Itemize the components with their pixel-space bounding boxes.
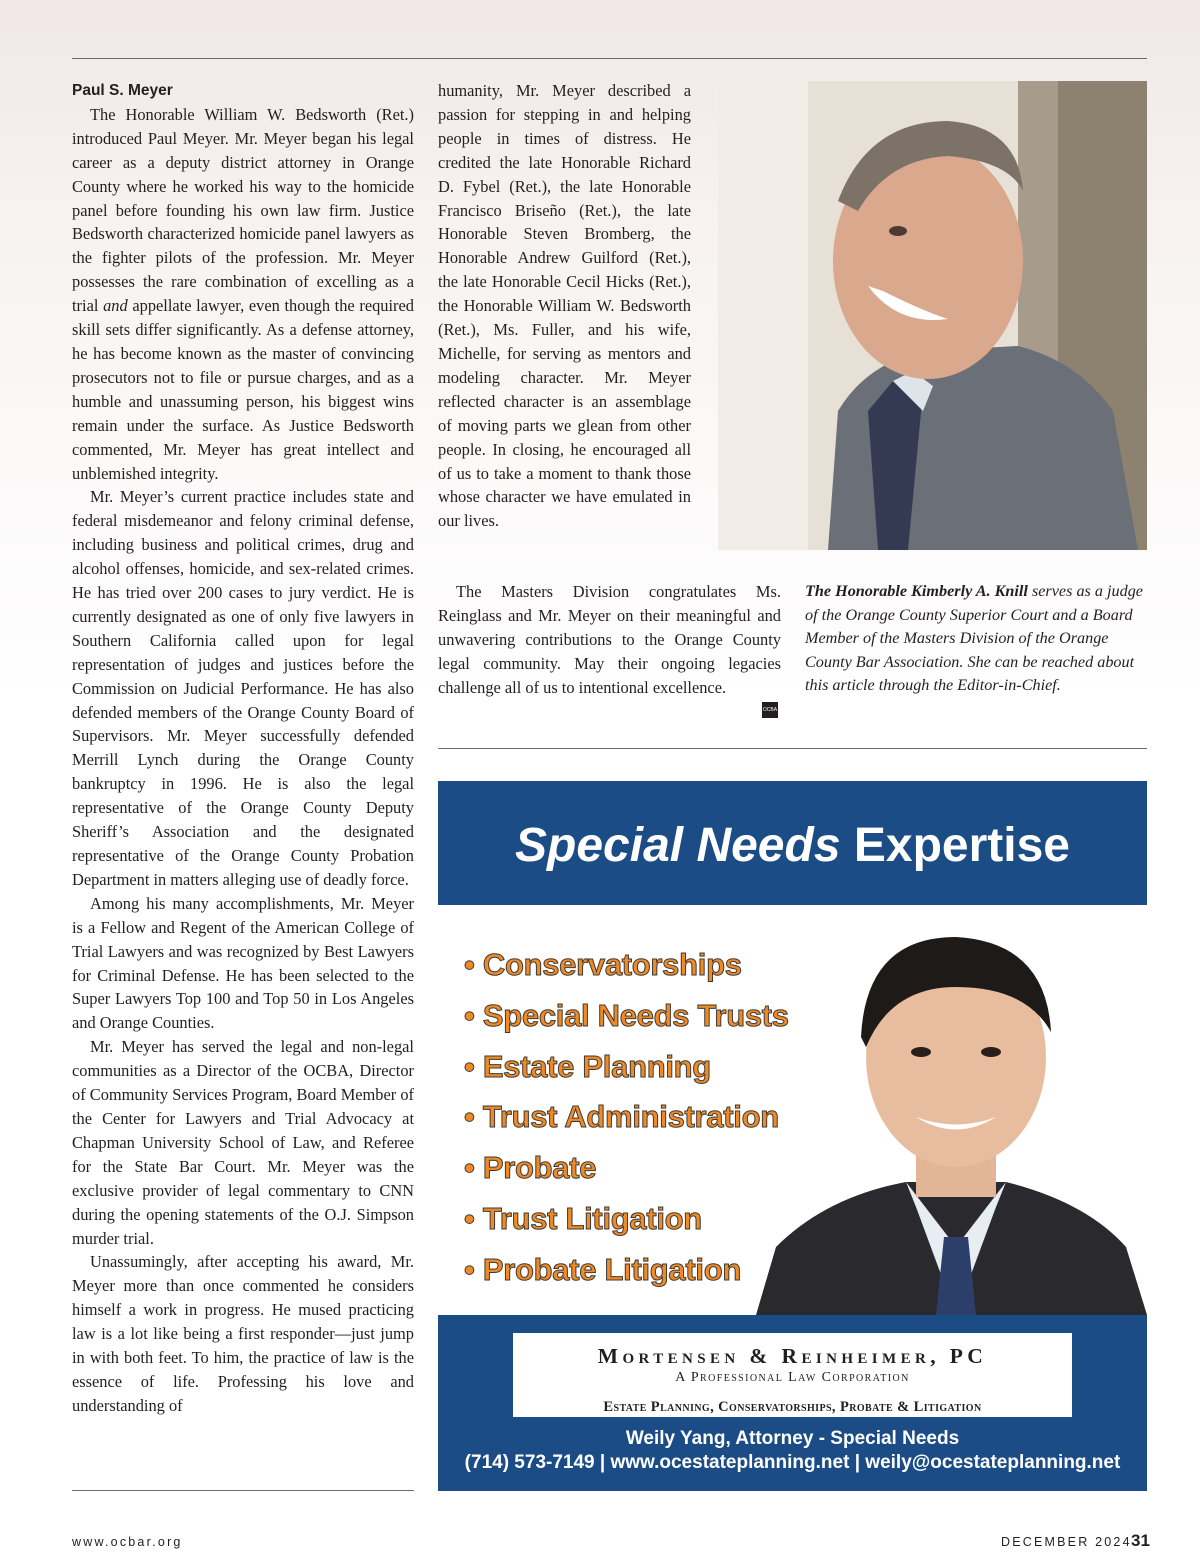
author-description: serves as a judge of the Orange County Superior Court and a Board Member of the Masters Division of the Orange County Bar Association. She can be reached about this article through the Editor-in-Chief. [805, 582, 1143, 695]
author-note [805, 580, 1150, 698]
article-column-2-closing [438, 580, 781, 700]
paragraph: Unassumingly, after accepting his award, Mr. Meyer more than once commented he considers himself a work in progress. He mused practicing law is a lot like being a first responder—just jump in with both feet. To him, the practice of law is the essence of life. Professing his love and understanding of [72, 1252, 414, 1415]
service-item: • Estate Planning [464, 1042, 789, 1093]
attorney-illustration [756, 917, 1147, 1315]
special-needs-advertisement [438, 781, 1147, 1491]
service-item: • Trust Litigation [464, 1194, 789, 1245]
article-column-1 [72, 79, 414, 1418]
paragraph: humanity, Mr. Meyer described a passion for stepping in and helping people in times of distress. He credited the late Honorable Richard D. Fybel (Ret.), the late Honorable Francisco Briseño (Ret.), the late Honorable Steven Bromberg, the Honorable Andrew Guilford (Ret.), the late Honorable Cecil Hicks (Ret.), the Honorable William W. Bedsworth (Ret.), Ms. Fuller, and his wife, Michelle, for serving as mentors and modeling character. Mr. Meyer reflected character is an assemblage of moving parts we glean from other people. In closing, he encouraged all of us to take a moment to thank those whose character we have emulated in our lives. [438, 81, 691, 531]
author-name: The Honorable Kimberly A. Knill [805, 582, 1028, 600]
paul-meyer-illustration [718, 81, 1147, 550]
services-list [464, 940, 789, 1296]
paragraph: Mr. Meyer’s current practice includes state and federal misdemeanor and felony criminal defense, including business and political crimes, drug and alcohol offenses, homicide, and sex-related crimes. He has tried over 200 cases to jury verdict. He is currently designated as one of only five lawyers in Southern California called upon for legal representation of judges and justices before the Commission on Judicial Performance. He has also defended members of the Orange County Board of Supervisors. Mr. Meyer successfully defended Merrill Lynch during the Orange County bankruptcy in 1996. He is also the legal representative of the Orange County Deputy Sheriff’s Association and the designated representative of the Orange County Probation Department in matters alleging use of deadly force. [72, 487, 414, 889]
ad-top-rule [438, 748, 1147, 749]
column-1-bottom-rule [72, 1490, 414, 1491]
paragraph: The Honorable William W. Bedsworth (Ret.) introduced Paul Meyer. Mr. Meyer began his legal career as a deputy district attorney in Orange County where he worked his way to the homicide panel before founding his own law firm. Justice Bedsworth characterized homicide panel lawyers as the fighter pilots of the profession. Mr. Meyer possesses the rare combination of excelling as a trial and appellate lawyer, even though the required skill sets differ significantly. As a defense attorney, he has become known as the master of convincing prosecutors not to file or pursue charges, and as a humble and unassuming person, his biggest wins remain under the surface. As Justice Bedsworth commented, Mr. Meyer has great intellect and unblemished integrity. [72, 104, 414, 483]
article-column-2 [438, 79, 691, 533]
attorney-contact: Weily Yang, Attorney - Special Needs [625, 1428, 960, 1449]
firm-subtitle: A Professional Law Corporation [675, 1370, 910, 1385]
paragraph: Mr. Meyer has served the legal and non-legal communities as a Director of the OCBA, Director of Community Services Program, Board Member of the Center for Lawyers and Trial Advocacy at Chapman University School of Law, and Referee for the State Bar Court. Mr. Meyer was the exclusive provider of legal commentary to CNN during the opening statements of the O.J. Simpson murder trial. [72, 1037, 414, 1248]
contact-details: (714) 573-7149 | www.ocestateplanning.net | weily@ocestateplanning.net [464, 1452, 1121, 1473]
service-item: • Probate [464, 1143, 789, 1194]
service-item: • Special Needs Trusts [464, 991, 789, 1042]
ad-headline: Special Needs Expertise [515, 819, 1070, 872]
service-item: • Trust Administration [464, 1092, 789, 1143]
service-item: • Probate Litigation [464, 1245, 789, 1296]
top-rule [72, 58, 1147, 59]
page-number: 31 [1131, 1531, 1150, 1550]
ad-body [438, 905, 1147, 1315]
paragraph: The Masters Division congratulates Ms. Reinglass and Mr. Meyer on their meaningful and unwavering contributions to the Orange County legal community. May their ongoing legacies challenge all of us to intentional excellence. [438, 582, 781, 697]
paul-meyer-photo [718, 81, 1147, 550]
firm-services: Estate Planning, Conservatorships, Probate & Litigation [603, 1399, 982, 1415]
paragraph: Among his many accomplishments, Mr. Meyer is a Fellow and Regent of the American College of Trial Lawyers and was recognized by Best Lawyers for Criminal Defense. He has been selected to the Super Lawyers Top 100 and Top 50 in Los Angeles and Orange Counties. [72, 893, 414, 1033]
ocba-end-mark-icon: OCBA [762, 702, 778, 718]
firm-box [513, 1333, 1072, 1417]
ad-header [438, 781, 1147, 905]
attorney-portrait [756, 917, 1147, 1315]
byline: Paul S. Meyer [72, 82, 173, 99]
firm-name: Mortensen & Reinheimer, PC [597, 1344, 988, 1368]
ad-footer [438, 1315, 1147, 1491]
service-item: • Conservatorships [464, 940, 789, 991]
footer-issue-date: DECEMBER 2024 [1001, 1535, 1132, 1549]
footer-website: www.ocbar.org [72, 1535, 183, 1549]
